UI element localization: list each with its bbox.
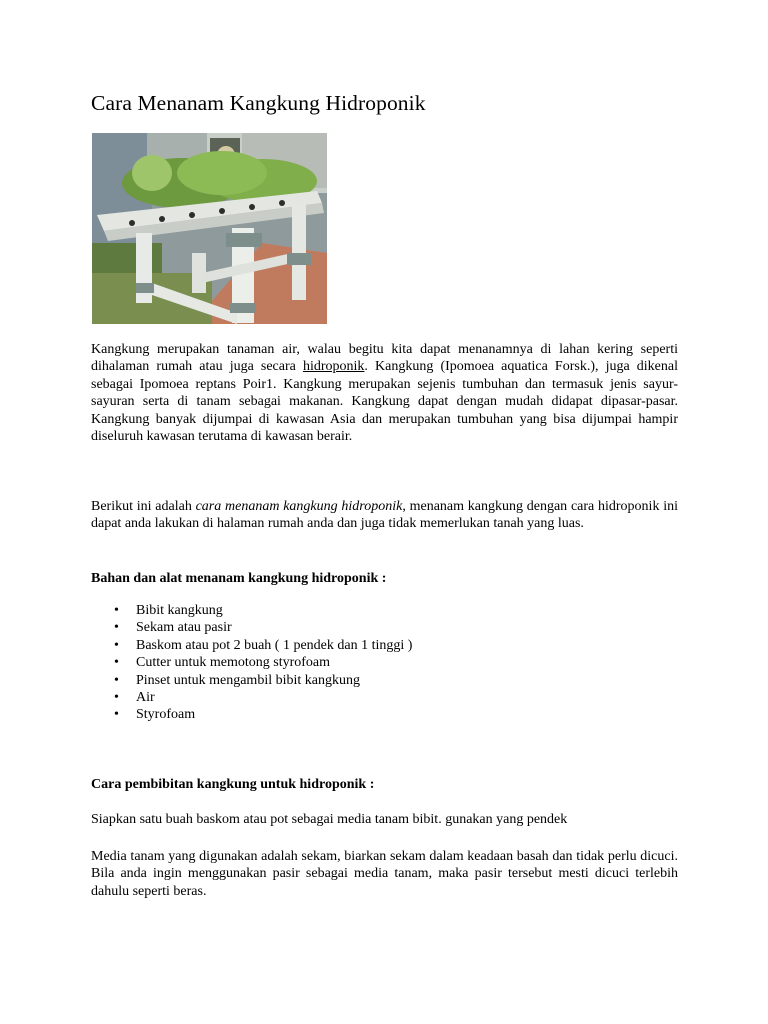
hidroponik-link[interactable]: hidroponik: [302, 359, 365, 375]
list-item: [91, 689, 412, 706]
list-item-text: Baskom atau pot 2 buah ( 1 pendek dan 1 tinggi ): [136, 637, 413, 653]
list-item: [91, 672, 412, 689]
list-item-text: Bibit kangkung: [136, 603, 223, 618]
bullet-icon: •: [114, 707, 119, 723]
bullet-icon: •: [114, 672, 119, 688]
bullet-icon: •: [114, 603, 119, 618]
materials-list: [91, 602, 412, 724]
list-item: [91, 602, 412, 619]
list-item-text: Air: [136, 690, 155, 706]
hydroponic-setup-photo: [92, 133, 327, 324]
seeding-heading: Cara pembibitan kangkung untuk hidroponik :: [91, 777, 375, 792]
bullet-icon: •: [114, 637, 119, 653]
list-item-text: Pinset untuk mengambil bibit kangkung: [136, 672, 360, 688]
list-item-text: Sekam atau pasir: [136, 620, 232, 636]
seeding-step-paragraph: Siapkan satu buah baskom atau pot sebagai media tanam bibit. gunakan yang pendek: [91, 812, 568, 827]
page-title: Cara Menanam Kangkung Hidroponik: [91, 91, 426, 115]
list-item: [91, 619, 412, 636]
method-italic-phrase: cara menanam kangkung hidroponik: [195, 499, 403, 514]
intro-text-start: Kangkung merupakan tanaman air, walau begitu kita dapat menanamnya di lahan kering seperti dihalaman rumah atau juga secara: [91, 342, 678, 375]
list-item-text: Styrofoam: [136, 707, 196, 723]
bullet-icon: •: [114, 690, 119, 706]
bullet-icon: •: [114, 655, 119, 671]
list-item: [91, 654, 412, 671]
materials-heading: Bahan dan alat menanam kangkung hidroponik :: [91, 571, 387, 586]
intro-paragraph: [91, 341, 678, 445]
intro-text-end: . Kangkung (Ipomoea aquatica Forsk.), juga dikenal sebagai Ipomoea reptans Poir1. Kangkung merupakan sejenis tumbuhan dan termasuk jenis sayur-sayuran serta di tanam sebagai makanan. Kangkung dapat dengan mudah didapat dipasar-pasar. Kangkung banyak dijumpai di kawasan Asia dan merupakan tumbuhan yang bisa dijumpai hampir diseluruh kawasan terutama di kawasan berair.: [91, 359, 678, 445]
bullet-icon: •: [114, 620, 119, 636]
method-text-end: , menanam kangkung dengan cara hidroponik ini dapat anda lakukan di halaman rumah anda dan juga tidak memerlukan tanah yang luas.: [91, 499, 678, 532]
method-paragraph: [91, 498, 678, 533]
list-item: [91, 637, 412, 654]
list-item-text: Cutter untuk memotong styrofoam: [136, 655, 331, 671]
list-item: [91, 706, 412, 723]
medium-paragraph: Media tanam yang digunakan adalah sekam, biarkan sekam dalam keadaan basah dan tidak perlu dicuci. Bila anda ingin menggunakan pasir sebagai media tanam, maka pasir tersebut mesti dicuci terlebih dahulu seperti beras.: [91, 849, 678, 899]
method-text-start: Berikut ini adalah: [91, 499, 196, 514]
